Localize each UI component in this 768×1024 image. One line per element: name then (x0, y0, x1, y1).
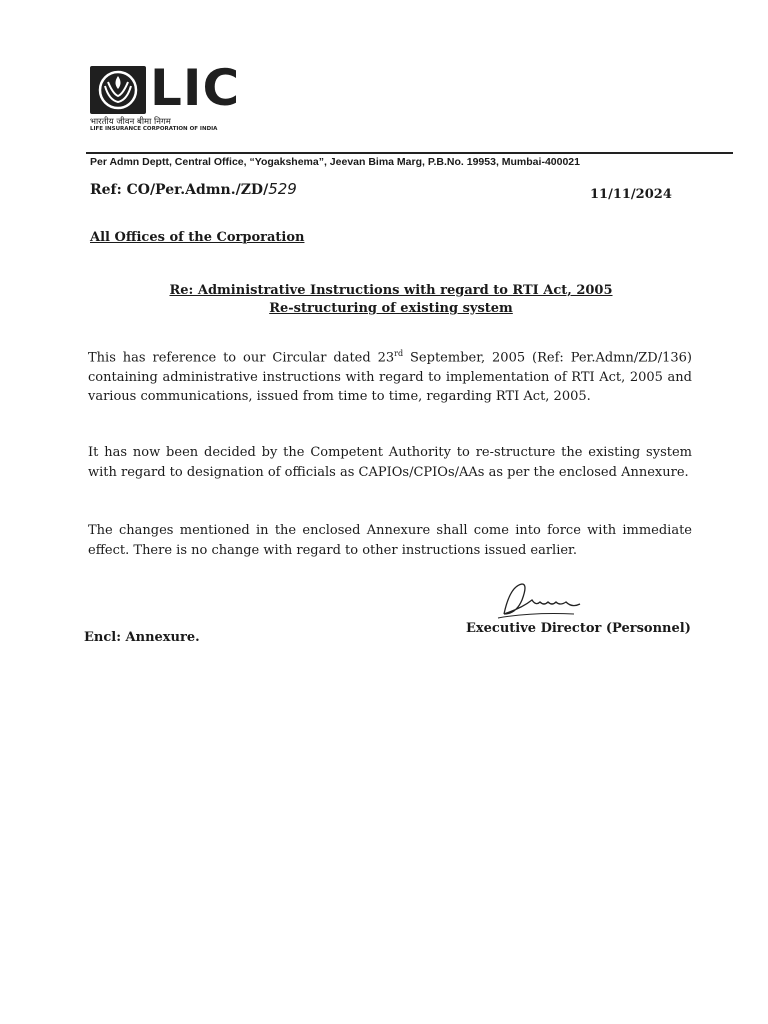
reference-prefix: Ref: CO/Per.Admn./ZD/ (90, 182, 269, 198)
logo-hindi-name: भारतीय जीवन बीमा निगम (90, 117, 171, 127)
lamp-emblem-icon (90, 66, 146, 114)
reference-handwritten-number: 529 (268, 180, 297, 198)
office-address: Per Admn Deptt, Central Office, “Yogakshema”, Jeevan Bima Marg, P.B.No. 19953, Mumbai-400021 (90, 156, 580, 168)
logo-brand: LIC (150, 59, 241, 117)
body-paragraph-1: This has reference to our Circular dated 23rd September, 2005 (Ref: Per.Admn/ZD/136) containing administrative instructions with regard to implementation of RTI Act, 2005 and various communications, issued from time to time, regarding RTI Act, 2005. (88, 349, 692, 405)
subject-block (90, 282, 692, 318)
subject-line-2: Re-structuring of existing system (269, 301, 513, 316)
header-divider (86, 152, 733, 154)
addressee: All Offices of the Corporation (90, 230, 305, 245)
signature-image (492, 578, 592, 627)
logo-english-name: LIFE INSURANCE CORPORATION OF INDIA (90, 126, 218, 132)
enclosure-note: Encl: Annexure. (84, 630, 200, 645)
lic-logo (90, 59, 241, 136)
body-paragraph-3: The changes mentioned in the enclosed Annexure shall come into force with immediate effect. There is no change with regard to other instructions issued earlier. (88, 523, 692, 558)
letter-date: 11/11/2024 (590, 187, 672, 202)
signatory-designation: Executive Director (Personnel) (466, 621, 691, 636)
body-paragraph-2: It has now been decided by the Competent Authority to re-structure the existing system with regard to designation of officials as CAPIOs/CPIOs/AAs as per the enclosed Annexure. (88, 445, 692, 480)
reference-number (90, 180, 297, 198)
subject-line-1: Re: Administrative Instructions with regard to RTI Act, 2005 (169, 283, 613, 298)
